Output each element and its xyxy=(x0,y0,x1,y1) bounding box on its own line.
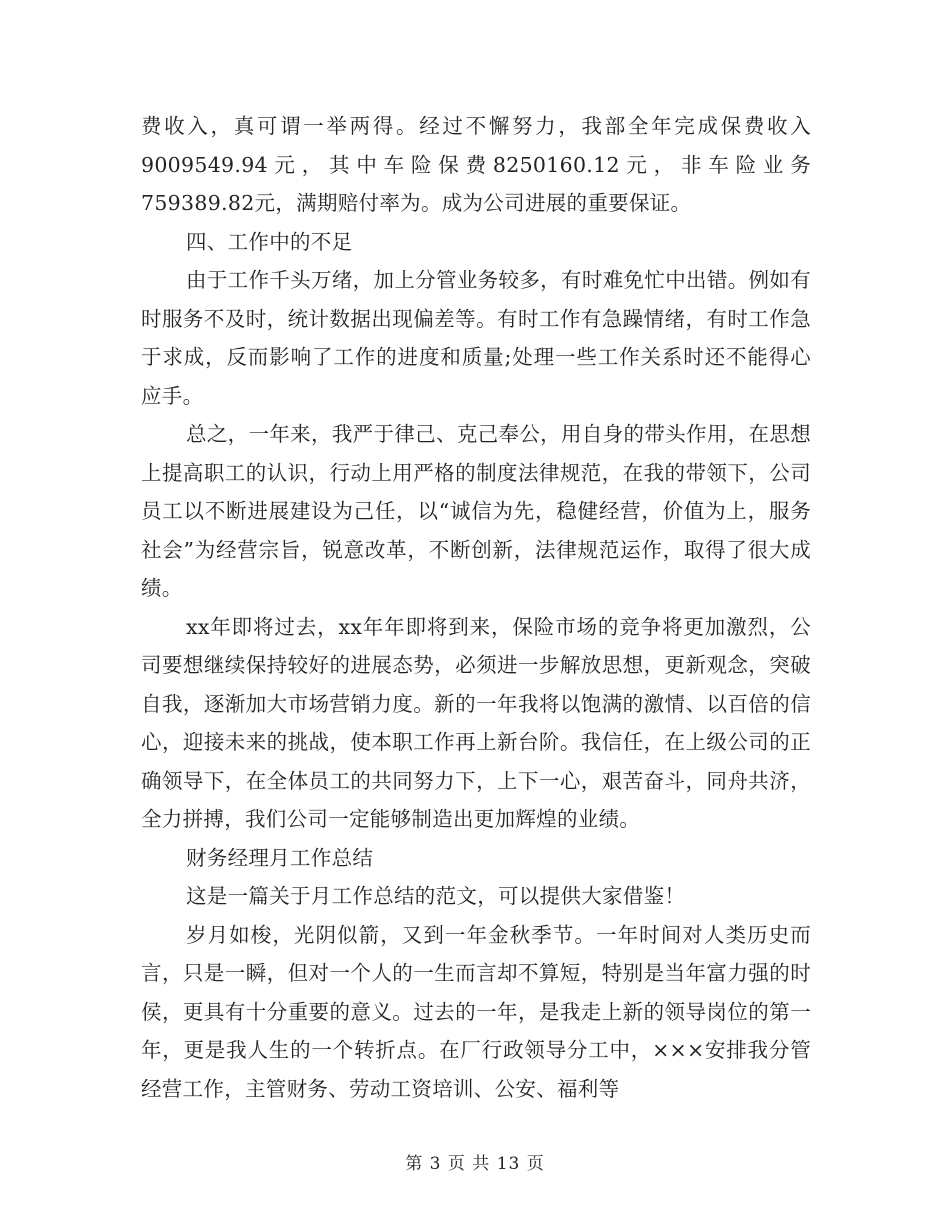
paragraph-intro-note: 这是一篇关于月工作总结的范文，可以提供大家借鉴！ xyxy=(186,884,686,908)
paragraph-shortcomings: 由于工作千头万绪，加上分管业务较多，有时难免忙中出错。例如有时服务不及时，统计数据出现偏差等。有时工作有急躁情绪，有时工作急于求成，反而影响了工作的进度和质量;处理一些工作关系时还不能得心应手。 xyxy=(141,268,811,408)
section-title-finance-manager: 财务经理月工作总结 xyxy=(186,845,374,870)
paragraph-premium-income: 费收入，真可谓一举两得。经过不懈努力，我部全年完成保费收入9009549.94元，其中车险保费8250160.12元，非车险业务759389.82元，满期赔付率为。成为公司进展的重要保证。 xyxy=(141,114,811,215)
paragraph-summary: 总之，一年来，我严于律己、克己奉公，用自身的带头作用，在思想上提高职工的认识，行动上用严格的制度法律规范，在我的带领下，公司员工以不断进展建设为己任，以“诚信为先，稳健经营，价值为上，服务社会”为经营宗旨，锐意改革，不断创新，法律规范运作，取得了很大成绩。 xyxy=(141,422,811,600)
paragraph-year-review: 岁月如梭，光阴似箭，又到一年金秋季节。一年时间对人类历史而言，只是一瞬，但对一个人的一生而言却不算短，特别是当年富力强的时侯，更具有十分重要的意义。过去的一年，是我走上新的领导岗位的第一年，更是我人生的一个转折点。在厂行政领导分工中，×××安排我分管经营工作，主管财务、劳动工资培训、公安、福利等 xyxy=(141,922,811,1101)
page-number-footer: 第 3 页 共 13 页 xyxy=(405,1154,545,1174)
document-body xyxy=(141,107,811,1108)
paragraph-outlook: xx年即将过去，xx年年即将到来，保险市场的竞争将更加激烈，公司要想继续保持较好的进展态势，必须进一步解放思想，更新观念，突破自我，逐渐加大市场营销力度。新的一年我将以饱满的激情、以百倍的信心，迎接未来的挑战，使本职工作再上新台阶。我信任，在上级公司的正确领导下，在全体员工的共同努力下，上下一心，艰苦奋斗，同舟共济，全力拼搏，我们公司一定能够制造出更加辉煌的业绩。 xyxy=(141,614,811,831)
section-heading-shortcomings: 四、工作中的不足 xyxy=(186,229,353,254)
